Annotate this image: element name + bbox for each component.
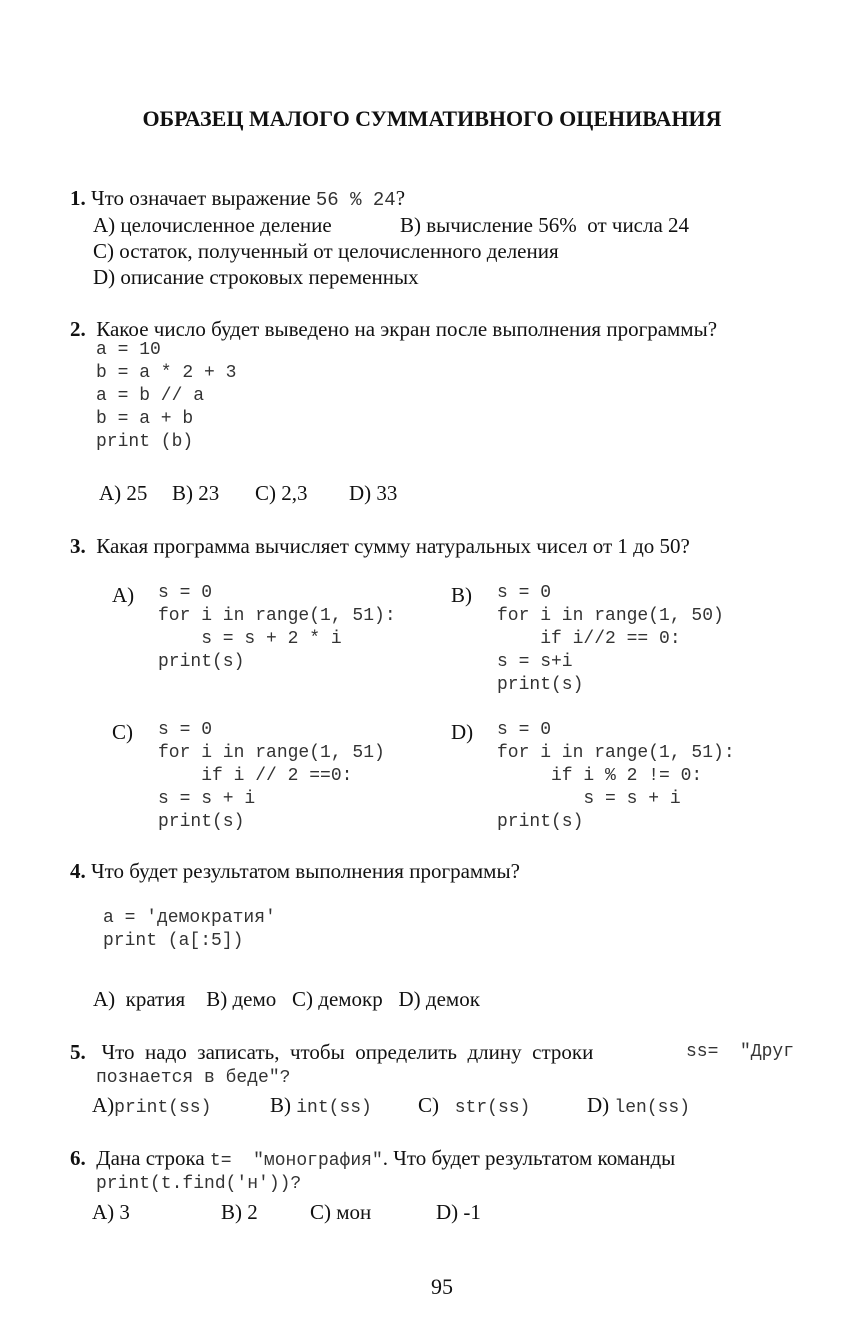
code-line: print (a[:5]) xyxy=(103,931,244,951)
option-code: str(ss) xyxy=(454,1098,531,1118)
option-code: int(ss) xyxy=(296,1098,372,1118)
option-label: C) xyxy=(418,1093,439,1117)
question-number: 5. xyxy=(70,1040,86,1064)
question-number: 6. xyxy=(70,1146,86,1170)
code-inline: познается в беде"? xyxy=(96,1068,291,1088)
code-line: a = 10 xyxy=(96,340,161,360)
code-inline: print(t.find('н'))? xyxy=(96,1174,302,1194)
option-c-label: C) xyxy=(112,720,133,744)
option-c: C) мон xyxy=(310,1200,372,1224)
question-text: Что означает выражение xyxy=(91,186,311,210)
code-line: s = 0 xyxy=(158,720,213,740)
option-b: B) 2 xyxy=(221,1200,258,1224)
question-text: Что надо записать, чтобы определить длину строки xyxy=(101,1040,594,1064)
option-a: A) 25 xyxy=(99,481,148,505)
page-number: 95 xyxy=(431,1274,453,1299)
code-inline: ss= "Друг xyxy=(686,1042,795,1062)
question-2 xyxy=(70,316,717,342)
option-a-label: A) xyxy=(112,583,135,607)
code-line: s = 0 xyxy=(497,583,552,603)
option-code: len(ss) xyxy=(614,1098,691,1118)
code-line: print(s) xyxy=(158,812,245,832)
code-line: b = a + b xyxy=(96,409,194,429)
option-d: D) 33 xyxy=(349,481,398,505)
code-line: print(s) xyxy=(158,652,245,672)
option-d-label: D) xyxy=(451,720,474,744)
code-line: s = s+i xyxy=(497,652,573,672)
question-1 xyxy=(70,185,405,212)
option-b xyxy=(270,1092,372,1120)
code-line: for i in range(1, 51): xyxy=(158,606,396,626)
option-b-label: B) xyxy=(451,583,472,607)
option-a: A) целочисленное деление xyxy=(93,213,332,237)
question-text: . Что будет результатом команды xyxy=(382,1146,676,1170)
code-line: b = a * 2 + 3 xyxy=(96,363,237,383)
code-line: for i in range(1, 51) xyxy=(158,743,385,763)
option-d: D) описание строковых переменных xyxy=(93,265,419,289)
code-line: a = 'демократия' xyxy=(103,908,276,928)
code-line: print(s) xyxy=(497,812,584,832)
question-text: Что будет результатом выполнения программы? xyxy=(91,859,520,883)
question-number: 3. xyxy=(70,534,86,558)
option-a xyxy=(92,1092,211,1120)
code-line: s = 0 xyxy=(497,720,552,740)
option-label: A) xyxy=(92,1093,115,1117)
option-label: B) xyxy=(270,1093,291,1117)
option-label: D) xyxy=(587,1093,610,1117)
code-line: if i//2 == 0: xyxy=(497,629,681,649)
code-line: s = 0 xyxy=(158,583,213,603)
question-3 xyxy=(70,533,690,559)
code-line: s = s + 2 * i xyxy=(158,629,342,649)
option-code: print(ss) xyxy=(114,1098,212,1118)
page-title: ОБРАЗЕЦ МАЛОГО СУММАТИВНОГО ОЦЕНИВАНИЯ xyxy=(142,106,722,131)
option-a: A) 3 xyxy=(92,1200,130,1224)
option-b: B) 23 xyxy=(172,481,220,505)
code-inline: t= "монография" xyxy=(209,1151,383,1171)
code-line: s = s + i xyxy=(158,789,256,809)
option-d xyxy=(587,1092,690,1120)
code-line: if i % 2 != 0: xyxy=(497,766,703,786)
option-c: C) 2,3 xyxy=(255,481,308,505)
question-number: 4. xyxy=(70,859,86,883)
code-inline: 56 % 24 xyxy=(315,189,396,211)
code-line: print (b) xyxy=(96,432,194,452)
code-line: print(s) xyxy=(497,675,584,695)
option-c xyxy=(418,1092,530,1120)
option-c: C) остаток, полученный от целочисленного деления xyxy=(93,239,559,263)
code-line: a = b // a xyxy=(96,386,205,406)
question-number: 1. xyxy=(70,186,86,210)
code-line: for i in range(1, 50) xyxy=(497,606,724,626)
code-line: if i // 2 ==0: xyxy=(158,766,353,786)
question-mark: ? xyxy=(395,186,406,210)
question-4 xyxy=(70,858,520,884)
option-b: B) вычисление 56% от числа 24 xyxy=(400,213,690,237)
options-line: A) кратия B) демо C) демокр D) демок xyxy=(93,987,480,1011)
code-line: s = s + i xyxy=(497,789,681,809)
question-text: Какая программа вычисляет сумму натуральных чисел от 1 до 50? xyxy=(96,534,690,558)
code-line: for i in range(1, 51): xyxy=(497,743,735,763)
option-d: D) -1 xyxy=(436,1200,481,1224)
question-text: Дана строка xyxy=(96,1146,205,1170)
question-6 xyxy=(70,1145,675,1173)
question-text: Какое число будет выведено на экран после выполнения программы? xyxy=(96,317,718,341)
question-number: 2. xyxy=(70,317,86,341)
